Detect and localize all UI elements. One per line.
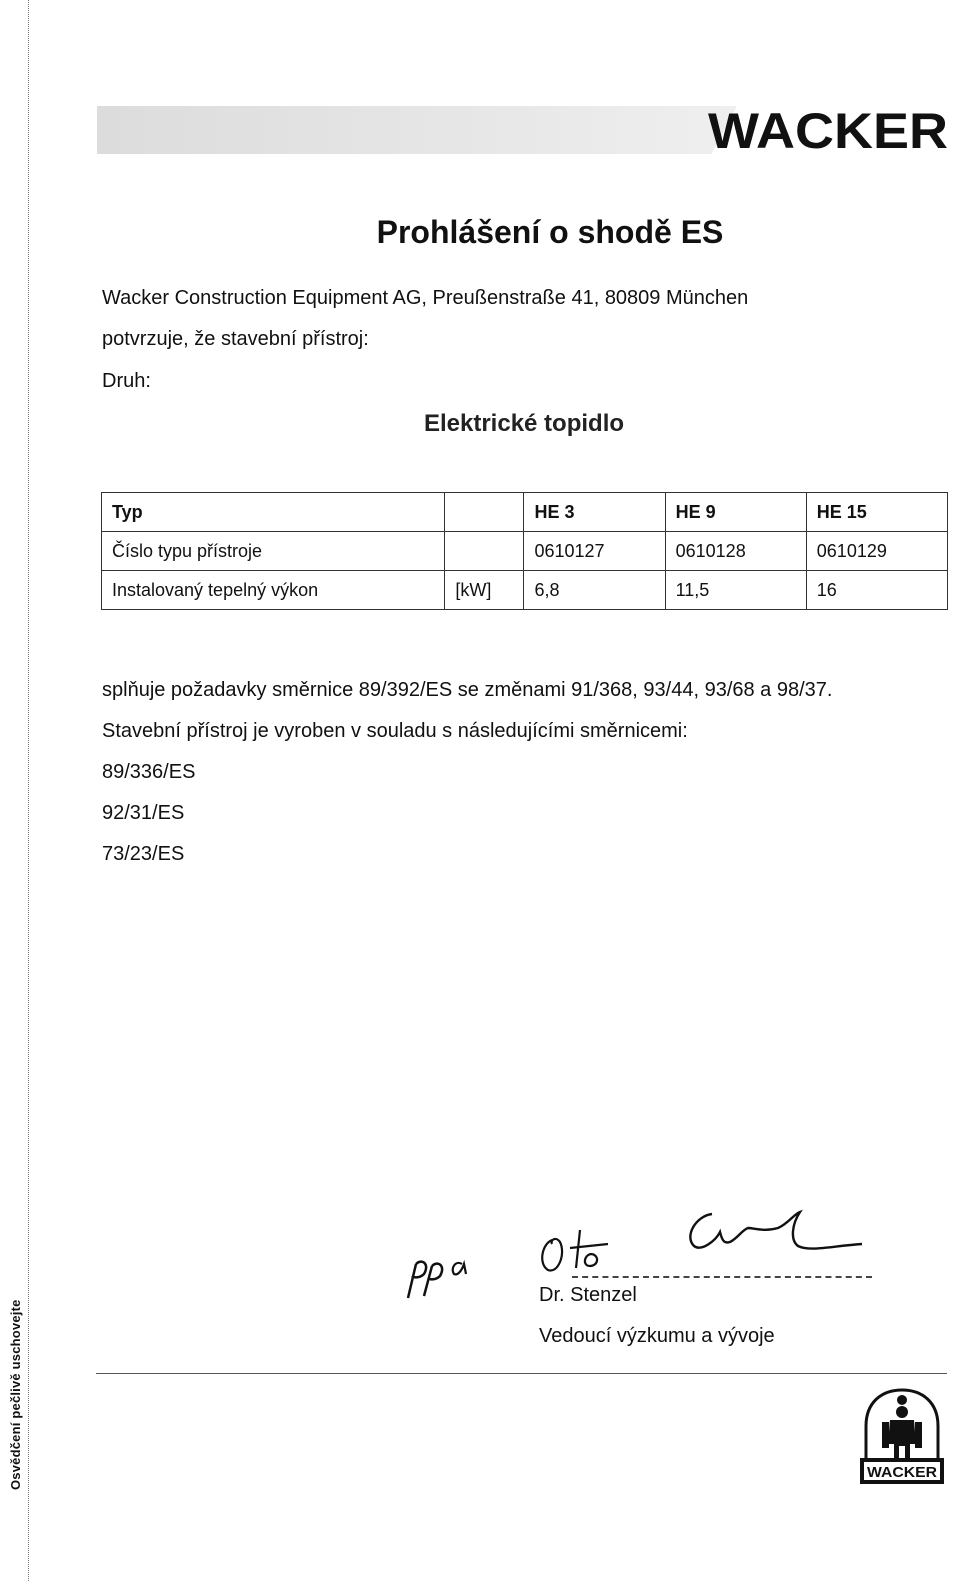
table-row bbox=[102, 532, 948, 571]
signature-ppa bbox=[400, 1250, 480, 1302]
table-cell: Číslo typu přístroje bbox=[102, 532, 445, 571]
table-cell: Instalovaný tepelný výkon bbox=[102, 571, 445, 610]
svg-text:WACKER: WACKER bbox=[867, 1464, 938, 1481]
page-title: Prohlášení o shodě ES bbox=[376, 214, 724, 250]
table-cell: HE 3 bbox=[524, 493, 665, 532]
table-cell: [kW] bbox=[445, 571, 524, 610]
manufactured-in-line: Stavební přístroj je vyroben v souladu s následujícími směrnicemi: bbox=[102, 720, 688, 742]
table-cell bbox=[445, 493, 524, 532]
compliance-line: splňuje požadavky směrnice 89/392/ES se změnami 91/368, 93/44, 93/68 a 98/37. bbox=[102, 679, 833, 701]
wacker-worker-emblem bbox=[856, 1386, 948, 1486]
table-cell: 0610127 bbox=[524, 532, 665, 571]
table-cell: 11,5 bbox=[665, 571, 806, 610]
table-cell bbox=[445, 532, 524, 571]
directive-item: 89/336/ES bbox=[102, 761, 196, 783]
signature-line bbox=[572, 1276, 872, 1278]
kind-value: Elektrické topidlo bbox=[423, 410, 625, 437]
wacker-logo bbox=[708, 106, 950, 152]
signature-stenzel bbox=[682, 1206, 872, 1258]
side-note: Osvědčení pečlivě uschovejte bbox=[8, 1299, 23, 1490]
directive-item: 73/23/ES bbox=[102, 843, 185, 865]
table-row bbox=[102, 493, 948, 532]
table-cell: 0610129 bbox=[806, 532, 947, 571]
svg-text:WACKER: WACKER bbox=[708, 106, 948, 152]
table-cell: 6,8 bbox=[524, 571, 665, 610]
table-cell: 16 bbox=[806, 571, 947, 610]
signer-name: Dr. Stenzel bbox=[539, 1284, 637, 1306]
table-cell: Typ bbox=[102, 493, 445, 532]
table-cell: HE 9 bbox=[665, 493, 806, 532]
signature-otto bbox=[536, 1220, 626, 1280]
table-row bbox=[102, 571, 948, 610]
confirms-line: potvrzuje, že stavební přístroj: bbox=[102, 328, 369, 350]
header-band bbox=[97, 106, 737, 154]
table-cell: 0610128 bbox=[665, 532, 806, 571]
directive-item: 92/31/ES bbox=[102, 802, 185, 824]
signer-role: Vedoucí výzkumu a vývoje bbox=[539, 1325, 775, 1347]
manufacturer-line: Wacker Construction Equipment AG, Preußenstraße 41, 80809 München bbox=[102, 287, 749, 309]
table-cell: HE 15 bbox=[806, 493, 947, 532]
kind-label: Druh: bbox=[102, 370, 151, 392]
footer-divider bbox=[96, 1373, 947, 1374]
spec-table bbox=[101, 492, 948, 610]
